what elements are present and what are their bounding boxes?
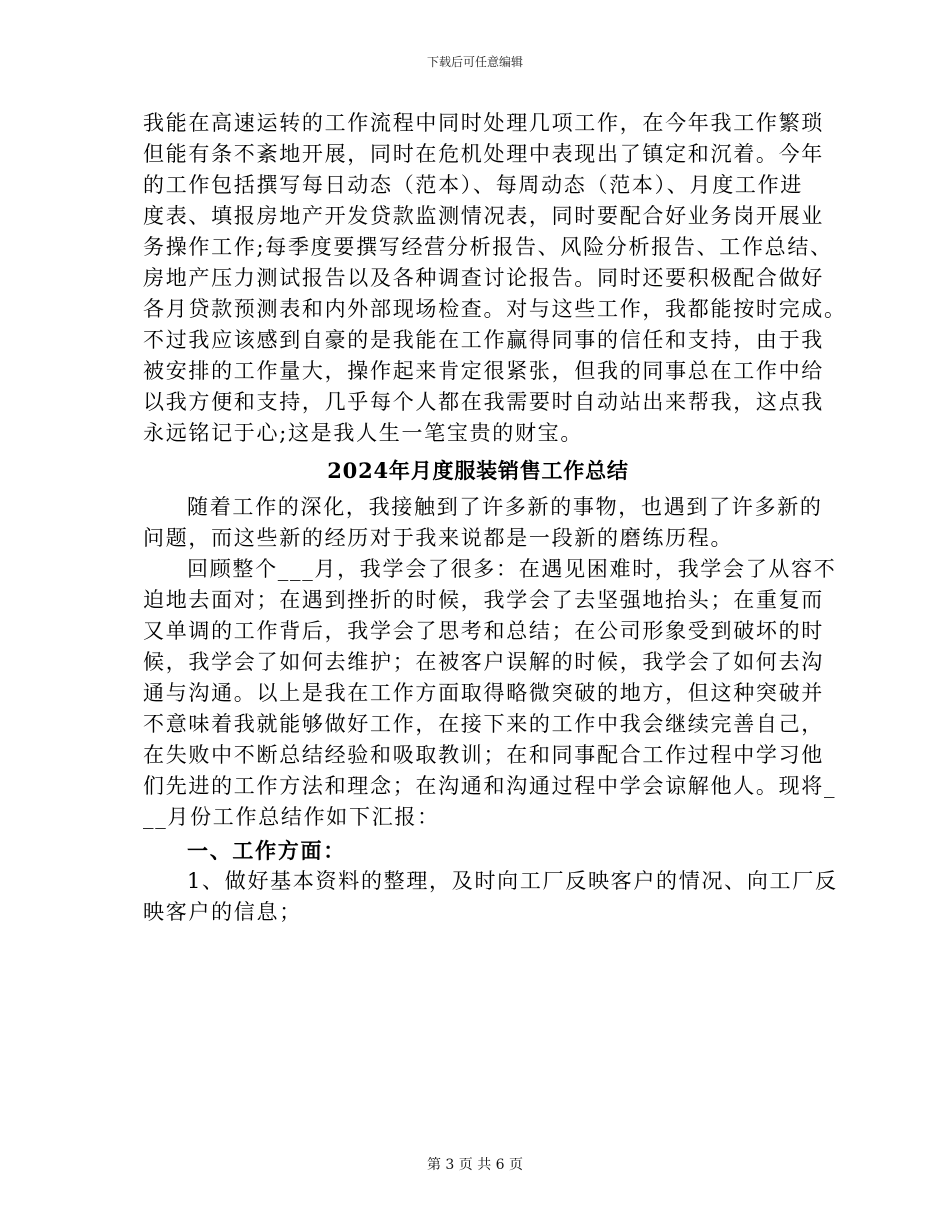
text-line: 不意味着我就能够做好工作，在接下来的工作中我会继续完善自己，: [143, 712, 824, 736]
text-line: 候，我学会了如何去维护；在被客户误解的时候，我学会了如何去沟: [143, 650, 824, 674]
text-line: 各月贷款预测表和内外部现场检查。对与这些工作，我都能按时完成。: [143, 297, 847, 321]
paragraph-review: [143, 554, 837, 833]
text-line: 房地产压力测试报告以及各种调查讨论报告。同时还要积极配合做好: [143, 266, 824, 290]
text-line: 在失败中不断总结经验和吸取教训；在和同事配合工作过程中学习他: [143, 743, 824, 767]
text-line: 映客户的信息；: [143, 900, 302, 924]
text-line: 以我方便和支持，几乎每个人都在我需要时自动站出来帮我，这点我: [143, 390, 824, 414]
text-line: 但能有条不紊地开展，同时在危机处理中表现出了镇定和沉着。今年: [143, 142, 824, 166]
page-header: 下载后可任意编辑: [426, 55, 523, 69]
section-heading: 一、工作方面：: [187, 838, 346, 863]
text-line: 务操作工作;每季度要撰写经营分析报告、风险分析报告、工作总结、: [143, 235, 833, 259]
text-line: 通与沟通。以上是我在工作方面取得略微突破的地方，但这种突破并: [143, 681, 824, 705]
text-line: 迫地去面对；在遇到挫折的时候，我学会了去坚强地抬头；在重复而: [143, 588, 824, 612]
text-line: __月份工作总结作如下汇报：: [143, 805, 440, 829]
paragraph-work-review: [143, 108, 847, 449]
text-line: 1、做好基本资料的整理，及时向工厂反映客户的情况、向工厂反: [187, 869, 838, 893]
text-line: 度表、填报房地产开发贷款监测情况表，同时要配合好业务岗开展业: [143, 204, 824, 228]
text-line: 问题，而这些新的经历对于我来说都是一段新的磨练历程。: [143, 526, 734, 550]
page-number: 第 3 页 共 6 页: [426, 1157, 524, 1173]
document-body: [143, 108, 847, 928]
text-line: 又单调的工作背后，我学会了思考和总结；在公司形象受到破坏的时: [143, 619, 824, 643]
text-line: 永远铭记于心;这是我人生一笔宝贵的财宝。: [143, 421, 584, 445]
text-line: 不过我应该感到自豪的是我能在工作赢得同事的信任和支持，由于我: [143, 328, 824, 352]
text-line: 被安排的工作量大，操作起来肯定很紧张，但我的同事总在工作中给: [143, 359, 824, 383]
document-title: 2024年月度服装销售工作总结: [327, 458, 629, 483]
text-line: 回顾整个___月，我学会了很多：在遇见困难时，我学会了从容不: [187, 557, 837, 581]
text-line: 随着工作的深化，我接触到了许多新的事物，也遇到了许多新的: [187, 495, 823, 519]
paragraph-intro: [143, 492, 823, 554]
text-line: 们先进的工作方法和理念；在沟通和沟通过程中学会谅解他人。现将_: [143, 774, 837, 798]
paragraph-item-1: [143, 866, 838, 928]
text-line: 我能在高速运转的工作流程中同时处理几项工作，在今年我工作繁琐: [143, 111, 824, 135]
text-line: 的工作包括撰写每日动态（范本）、每周动态（范本）、月度工作进: [143, 173, 803, 197]
